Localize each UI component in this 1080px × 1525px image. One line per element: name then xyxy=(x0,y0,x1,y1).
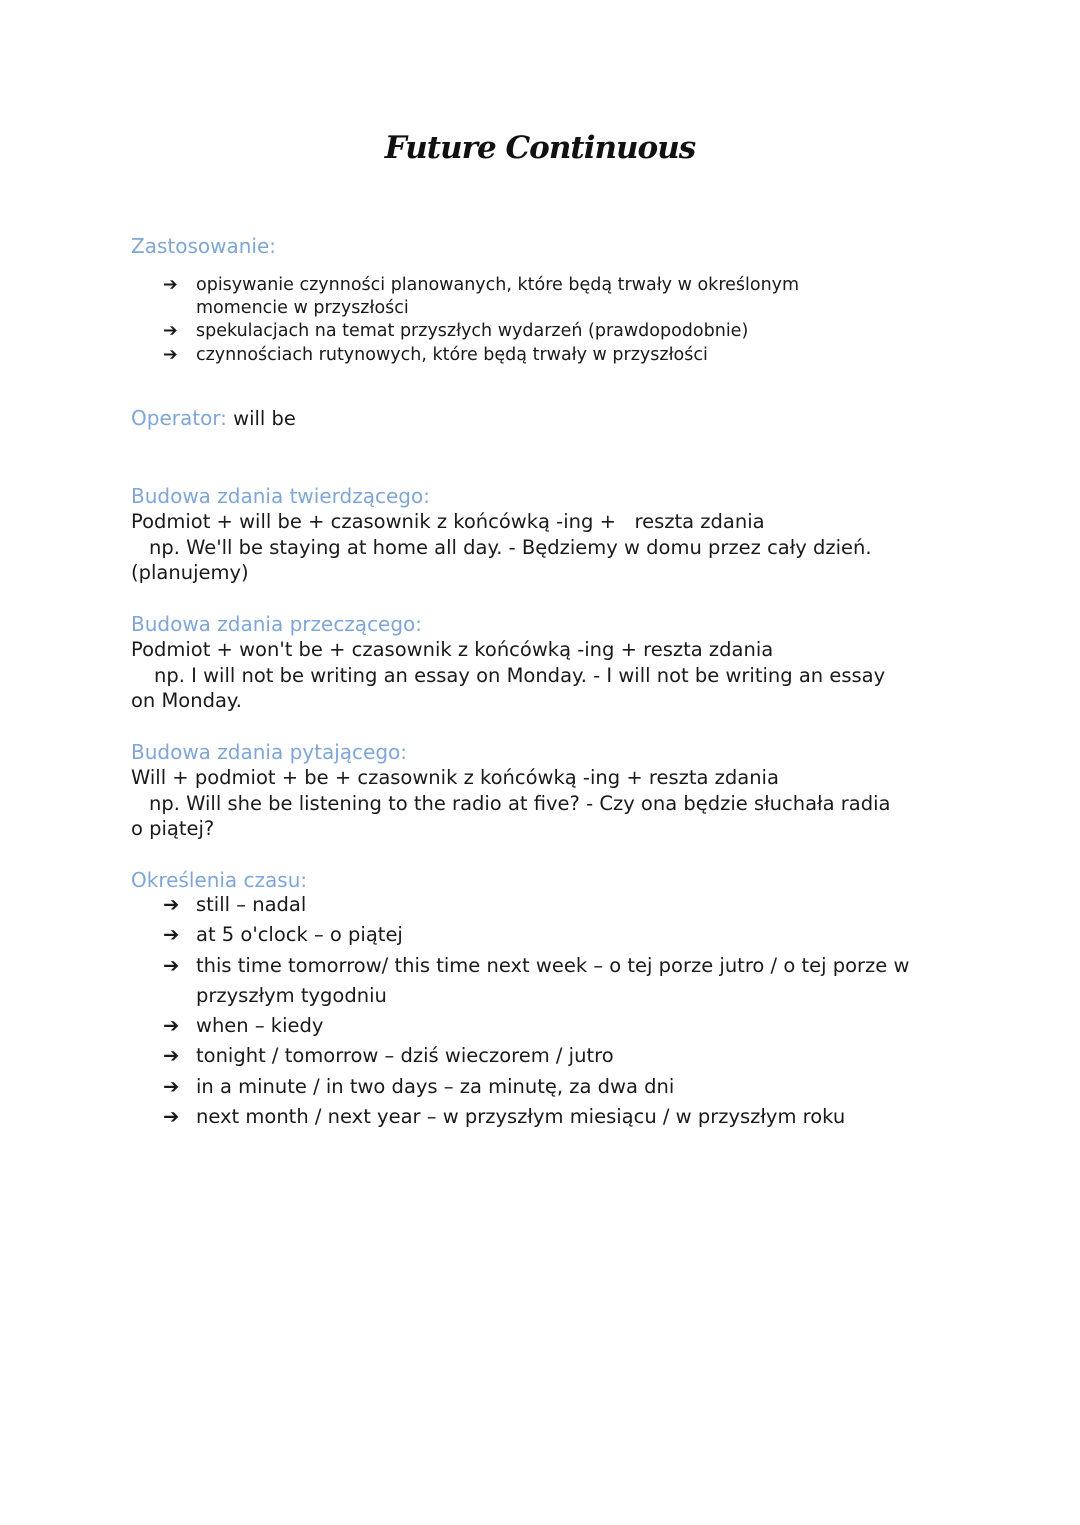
affirmative-body xyxy=(131,509,951,586)
list-item: ➔ spekulacjach na temat przyszłych wydarzeń (prawdopodobnie) xyxy=(163,320,863,343)
list-item: ➔ still – nadal xyxy=(163,890,953,920)
question-example-cont: o piątej? xyxy=(131,817,215,841)
arrow-bullet-icon: ➔ xyxy=(163,344,178,365)
arrow-bullet-icon: ➔ xyxy=(163,321,178,342)
affirmative-example: np. We'll be staying at home all day. - Będziemy w domu przez cały dzień. xyxy=(149,535,872,559)
negative-example: np. I will not be writing an essay on Monday. - I will not be writing an essay xyxy=(154,663,886,687)
question-heading: Budowa zdania pytającego: xyxy=(131,740,408,764)
negative-formula: Podmiot + won't be + czasownik z końcówką -ing + reszta zdania xyxy=(131,638,774,661)
arrow-bullet-icon: ➔ xyxy=(163,953,180,977)
question-formula: Will + podmiot + be + czasownik z końcówką -ing + reszta zdania xyxy=(131,766,779,789)
list-item: ➔ tonight / tomorrow – dziś wieczorem / jutro xyxy=(163,1041,953,1071)
arrow-bullet-icon: ➔ xyxy=(163,1014,180,1038)
page-title: Future Continuous xyxy=(384,130,696,166)
list-item: ➔ this time tomorrow/ this time next week – o tej porze jutro / o tej porze w przyszłym tygodniu xyxy=(163,951,953,1012)
arrow-bullet-icon: ➔ xyxy=(163,923,180,947)
usage-list xyxy=(163,274,863,367)
list-item: ➔ at 5 o'clock – o piątej xyxy=(163,920,953,950)
affirmative-heading: Budowa zdania twierdzącego: xyxy=(131,484,430,508)
question-body xyxy=(131,765,951,842)
time-expressions-list xyxy=(163,890,953,1132)
operator-label: Operator: xyxy=(131,406,227,430)
list-item: ➔ in a minute / in two days – za minutę, za dwa dni xyxy=(163,1072,953,1102)
arrow-bullet-icon: ➔ xyxy=(163,1044,180,1068)
arrow-bullet-icon: ➔ xyxy=(163,275,178,295)
affirmative-note: (planujemy) xyxy=(131,561,249,585)
arrow-bullet-icon: ➔ xyxy=(163,1074,180,1098)
list-item: ➔ opisywanie czynności planowanych, które będą trwały w określonym momencie w przyszłości xyxy=(163,275,800,319)
list-item: ➔ next month / next year – w przyszłym miesiącu / w przyszłym roku xyxy=(163,1102,953,1132)
negative-example-cont: on Monday. xyxy=(131,689,242,713)
question-example: np. Will she be listening to the radio at five? - Czy ona będzie słuchała radia xyxy=(149,791,891,815)
operator-line xyxy=(131,406,951,432)
time-expressions-heading: Określenia czasu: xyxy=(131,868,308,892)
operator-value: will be xyxy=(233,407,296,430)
negative-heading: Budowa zdania przeczącego: xyxy=(131,612,423,636)
arrow-bullet-icon: ➔ xyxy=(163,893,180,916)
list-item: ➔ czynnościach rutynowych, które będą trwały w przyszłości xyxy=(163,344,863,367)
negative-body xyxy=(131,637,951,714)
affirmative-formula: Podmiot + will be + czasownik z końcówką -ing + reszta zdania xyxy=(131,510,765,533)
usage-heading: Zastosowanie: xyxy=(131,234,276,258)
arrow-bullet-icon: ➔ xyxy=(163,1105,180,1129)
list-item: ➔ when – kiedy xyxy=(163,1011,953,1041)
